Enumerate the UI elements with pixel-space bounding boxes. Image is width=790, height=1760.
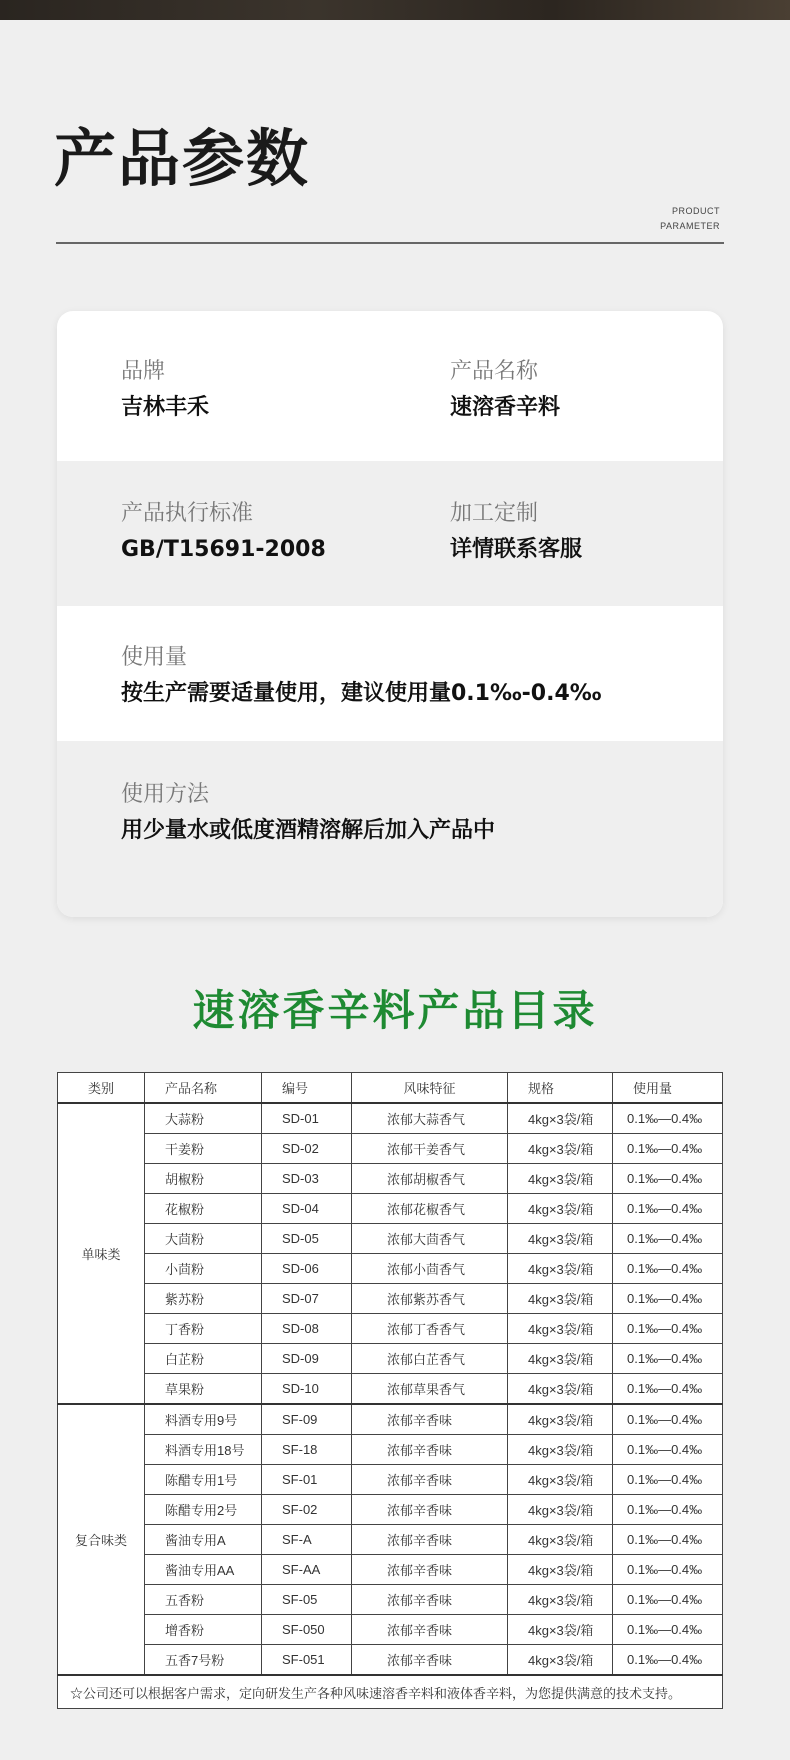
cell-flavor: 浓郁辛香味 (352, 1465, 508, 1495)
method-field (121, 784, 495, 842)
table-header-row (58, 1073, 723, 1104)
brand-field (121, 361, 209, 419)
cell-code: SD-09 (262, 1344, 352, 1374)
cell-flavor: 浓郁辛香味 (352, 1525, 508, 1555)
table-row (58, 1615, 723, 1645)
cell-code: SD-08 (262, 1314, 352, 1344)
cell-code: SD-02 (262, 1134, 352, 1164)
cell-usage: 0.1‰—0.4‰ (613, 1344, 723, 1374)
title-divider (56, 242, 724, 244)
cell-usage: 0.1‰—0.4‰ (613, 1404, 723, 1435)
cell-code: SF-051 (262, 1645, 352, 1676)
cell-code: SF-18 (262, 1435, 352, 1465)
cell-usage: 0.1‰—0.4‰ (613, 1465, 723, 1495)
cell-product-name: 料酒专用9号 (145, 1404, 262, 1435)
brand-label: 品牌 (121, 359, 166, 384)
product-name-field (450, 361, 560, 419)
cell-flavor: 浓郁辛香味 (352, 1435, 508, 1465)
cell-product-name: 增香粉 (145, 1615, 262, 1645)
cell-spec: 4kg×3袋/箱 (508, 1103, 613, 1134)
product-catalog-table (57, 1072, 723, 1709)
cell-spec: 4kg×3袋/箱 (508, 1194, 613, 1224)
cell-code: SF-AA (262, 1555, 352, 1585)
cell-flavor: 浓郁草果香气 (352, 1374, 508, 1405)
cell-usage: 0.1‰—0.4‰ (613, 1374, 723, 1405)
method-value: 用少量水或低度酒精溶解后加入产品中 (121, 818, 496, 843)
subtitle-line-2: PARAMETER (660, 221, 720, 231)
cell-spec: 4kg×3袋/箱 (508, 1404, 613, 1435)
cell-flavor: 浓郁紫苏香气 (352, 1284, 508, 1314)
cell-product-name: 五香粉 (145, 1585, 262, 1615)
header-product-name: 产品名称 (145, 1073, 262, 1104)
custom-label: 加工定制 (450, 501, 539, 526)
cell-usage: 0.1‰—0.4‰ (613, 1495, 723, 1525)
table-row (58, 1224, 723, 1254)
cell-spec: 4kg×3袋/箱 (508, 1254, 613, 1284)
standard-field (121, 503, 326, 561)
dosage-value: 按生产需要适量使用，建议使用量0.1‰-0.4‰ (121, 681, 602, 706)
compound-flavor-group (58, 1404, 723, 1675)
cell-code: SD-10 (262, 1374, 352, 1405)
top-image-strip (0, 0, 790, 20)
table-row (58, 1645, 723, 1676)
parameter-card (57, 311, 723, 917)
param-row-standard (57, 461, 723, 606)
cell-flavor: 浓郁辛香味 (352, 1585, 508, 1615)
catalog-title: 速溶香辛料产品目录 (192, 986, 598, 1035)
cell-code: SF-050 (262, 1615, 352, 1645)
cell-flavor: 浓郁花椒香气 (352, 1194, 508, 1224)
custom-value: 详情联系客服 (450, 537, 583, 562)
cell-spec: 4kg×3袋/箱 (508, 1284, 613, 1314)
table-footnote-row (58, 1675, 723, 1709)
table-row (58, 1254, 723, 1284)
cell-flavor: 浓郁大蒜香气 (352, 1103, 508, 1134)
cell-code: SF-09 (262, 1404, 352, 1435)
table-row (58, 1585, 723, 1615)
cell-code: SF-A (262, 1525, 352, 1555)
cell-product-name: 酱油专用A (145, 1525, 262, 1555)
table-row (58, 1404, 723, 1435)
cell-usage: 0.1‰—0.4‰ (613, 1314, 723, 1344)
cell-product-name: 草果粉 (145, 1374, 262, 1405)
single-flavor-group (58, 1103, 723, 1404)
cell-product-name: 陈醋专用2号 (145, 1495, 262, 1525)
cell-product-name: 胡椒粉 (145, 1164, 262, 1194)
cell-spec: 4kg×3袋/箱 (508, 1435, 613, 1465)
param-row-brand (57, 311, 723, 461)
cell-code: SF-05 (262, 1585, 352, 1615)
cell-code: SD-07 (262, 1284, 352, 1314)
cell-usage: 0.1‰—0.4‰ (613, 1164, 723, 1194)
cell-usage: 0.1‰—0.4‰ (613, 1284, 723, 1314)
cell-spec: 4kg×3袋/箱 (508, 1164, 613, 1194)
table-row (58, 1344, 723, 1374)
param-row-dosage (57, 606, 723, 741)
cell-product-name: 紫苏粉 (145, 1284, 262, 1314)
cell-product-name: 丁香粉 (145, 1314, 262, 1344)
cell-spec: 4kg×3袋/箱 (508, 1615, 613, 1645)
cell-code: SD-01 (262, 1103, 352, 1134)
page-subtitle-en (660, 204, 720, 234)
table-row (58, 1374, 723, 1405)
cell-usage: 0.1‰—0.4‰ (613, 1224, 723, 1254)
cell-usage: 0.1‰—0.4‰ (613, 1525, 723, 1555)
cell-code: SF-02 (262, 1495, 352, 1525)
cell-flavor: 浓郁丁香香气 (352, 1314, 508, 1344)
cell-usage: 0.1‰—0.4‰ (613, 1615, 723, 1645)
cell-flavor: 浓郁白芷香气 (352, 1344, 508, 1374)
cell-product-name: 小茴粉 (145, 1254, 262, 1284)
dosage-label: 使用量 (121, 645, 188, 670)
table-row (58, 1194, 723, 1224)
cell-product-name: 大蒜粉 (145, 1103, 262, 1134)
table-row (58, 1525, 723, 1555)
table-row (58, 1103, 723, 1134)
cell-flavor: 浓郁辛香味 (352, 1555, 508, 1585)
cell-code: SD-05 (262, 1224, 352, 1254)
cell-spec: 4kg×3袋/箱 (508, 1374, 613, 1405)
cell-product-name: 陈醋专用1号 (145, 1465, 262, 1495)
cell-category: 单味类 (58, 1103, 145, 1404)
brand-value: 吉林丰禾 (121, 395, 210, 420)
product-name-label: 产品名称 (450, 359, 539, 384)
table-footnote: ☆公司还可以根据客户需求，定向研发生产各种风味速溶香辛料和液体香辛料，为您提供满意的技术支持。 (58, 1675, 723, 1709)
cell-product-name: 酱油专用AA (145, 1555, 262, 1585)
cell-usage: 0.1‰—0.4‰ (613, 1254, 723, 1284)
cell-spec: 4kg×3袋/箱 (508, 1555, 613, 1585)
table-row (58, 1555, 723, 1585)
cell-product-name: 白芷粉 (145, 1344, 262, 1374)
cell-flavor: 浓郁干姜香气 (352, 1134, 508, 1164)
header-code: 编号 (262, 1073, 352, 1104)
table-row (58, 1314, 723, 1344)
standard-label: 产品执行标准 (121, 501, 254, 526)
cell-code: SD-03 (262, 1164, 352, 1194)
cell-spec: 4kg×3袋/箱 (508, 1645, 613, 1676)
cell-usage: 0.1‰—0.4‰ (613, 1645, 723, 1676)
table-row (58, 1284, 723, 1314)
cell-spec: 4kg×3袋/箱 (508, 1525, 613, 1555)
table-row (58, 1495, 723, 1525)
cell-usage: 0.1‰—0.4‰ (613, 1134, 723, 1164)
table-row (58, 1435, 723, 1465)
subtitle-line-1: PRODUCT (672, 206, 720, 216)
cell-product-name: 花椒粉 (145, 1194, 262, 1224)
cell-flavor: 浓郁辛香味 (352, 1404, 508, 1435)
cell-usage: 0.1‰—0.4‰ (613, 1555, 723, 1585)
cell-usage: 0.1‰—0.4‰ (613, 1103, 723, 1134)
cell-flavor: 浓郁小茴香气 (352, 1254, 508, 1284)
cell-code: SD-04 (262, 1194, 352, 1224)
param-row-method (57, 741, 723, 917)
cell-code: SF-01 (262, 1465, 352, 1495)
cell-code: SD-06 (262, 1254, 352, 1284)
cell-spec: 4kg×3袋/箱 (508, 1134, 613, 1164)
cell-spec: 4kg×3袋/箱 (508, 1585, 613, 1615)
cell-spec: 4kg×3袋/箱 (508, 1465, 613, 1495)
table-row (58, 1164, 723, 1194)
cell-spec: 4kg×3袋/箱 (508, 1495, 613, 1525)
table-row (58, 1134, 723, 1164)
header-category: 类别 (58, 1073, 145, 1104)
cell-spec: 4kg×3袋/箱 (508, 1344, 613, 1374)
standard-value: GB/T15691-2008 (121, 537, 326, 562)
custom-field (450, 503, 582, 561)
cell-flavor: 浓郁辛香味 (352, 1645, 508, 1676)
cell-category: 复合味类 (58, 1404, 145, 1675)
cell-usage: 0.1‰—0.4‰ (613, 1435, 723, 1465)
method-label: 使用方法 (121, 782, 210, 807)
cell-product-name: 料酒专用18号 (145, 1435, 262, 1465)
header-flavor: 风味特征 (352, 1073, 508, 1104)
header-spec: 规格 (508, 1073, 613, 1104)
cell-product-name: 干姜粉 (145, 1134, 262, 1164)
cell-flavor: 浓郁大茴香气 (352, 1224, 508, 1254)
product-name-value: 速溶香辛料 (450, 395, 561, 420)
page-title: 产品参数 (54, 122, 311, 195)
table-row (58, 1465, 723, 1495)
cell-flavor: 浓郁胡椒香气 (352, 1164, 508, 1194)
header-usage: 使用量 (613, 1073, 723, 1104)
cell-product-name: 大茴粉 (145, 1224, 262, 1254)
cell-usage: 0.1‰—0.4‰ (613, 1585, 723, 1615)
dosage-field (121, 647, 601, 705)
cell-spec: 4kg×3袋/箱 (508, 1314, 613, 1344)
cell-product-name: 五香7号粉 (145, 1645, 262, 1676)
cell-usage: 0.1‰—0.4‰ (613, 1194, 723, 1224)
cell-flavor: 浓郁辛香味 (352, 1495, 508, 1525)
cell-flavor: 浓郁辛香味 (352, 1615, 508, 1645)
cell-spec: 4kg×3袋/箱 (508, 1224, 613, 1254)
